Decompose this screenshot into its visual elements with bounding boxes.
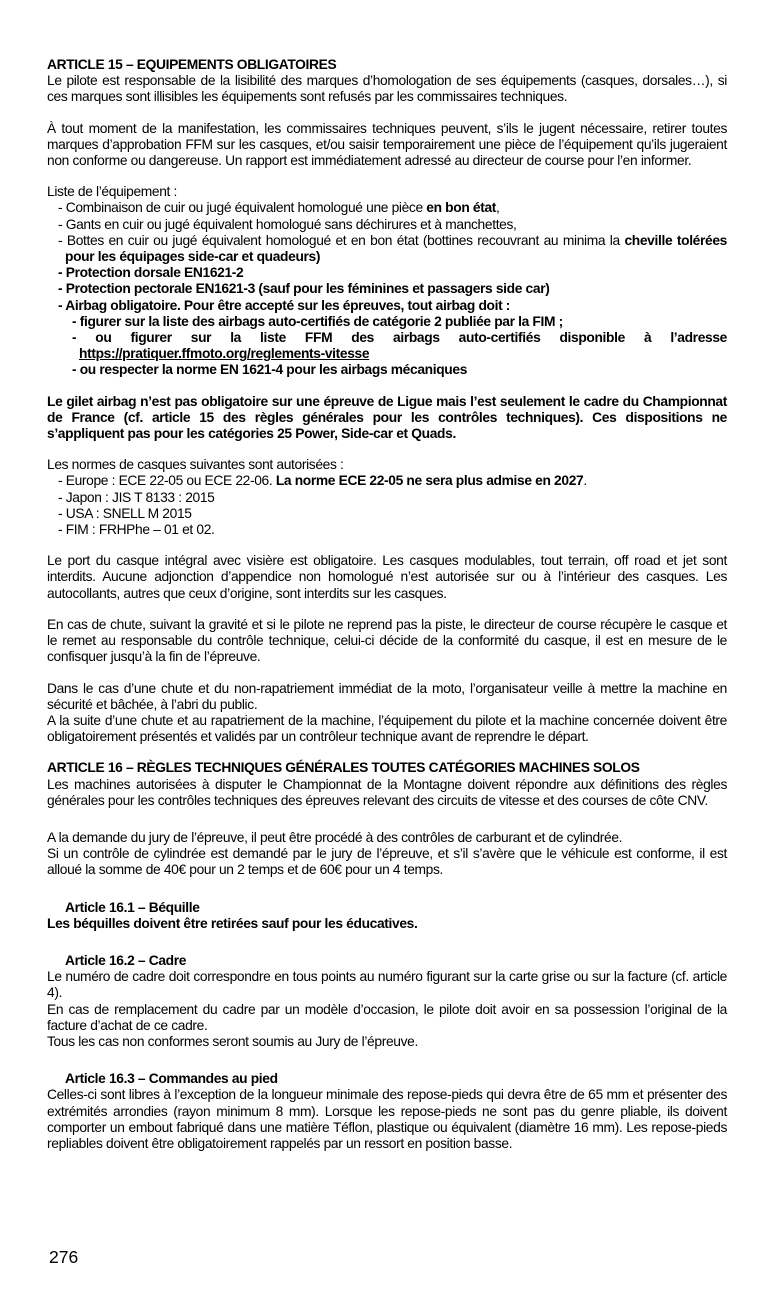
article15-paragraph-lisibilite: Le pilote est responsable de la lisibilité des marques d’homologation de ses équipements (casques, dorsales…), si ces marques sont illisibles les équipements sont refusés par les commissaires techniques. — [47, 73, 727, 105]
equipment-item-bottes: - Bottes en cuir ou jugé équivalent homologué et en bon état (bottines recouvrant au minima la cheville tolérées pour les équipages side-car et quadeurs) — [58, 232, 727, 265]
gilet-airbag-note: Le gilet airbag n’est pas obligatoire sur une épreuve de Ligue mais l’est seulement le cadre du Championnat de France (cf. article 15 des règles générales pour les contrôles techniques). Ces dispositions ne s’appliquent pas pour les catégories 25 Power, Side-car et Quads. — [47, 393, 727, 442]
article15-title: ARTICLE 15 – EQUIPEMENTS OBLIGATOIRES — [47, 57, 337, 72]
norm-item-japon: - Japon : JIS T 8133 : 2015 — [58, 489, 215, 505]
equipment-item-dorsale: - Protection dorsale EN1621-2 — [58, 265, 244, 281]
article16-3-body: Celles-ci sont libres à l’exception de la longueur minimale des repose-pieds qui devra être de 65 mm et présenter des extrémités arrondies (rayon minimum 8 mm). Lorsque les repose-pieds ne sont pas du genre pliable, ils doivent comporter un embout fabriqué dans une matière Téflon, plastique ou équivalent (diamètre 16 mm). Les repose-pieds repliables doivent être obligatoirement rappelés par un ressort en position basse. — [47, 1087, 727, 1151]
airbag-subitem-ffm-list: - ou figurer sur la liste FFM des airbags auto-certifiés disponible à l’adresse https://pratiquer.ffmoto.org/reglements-vitesse — [72, 330, 727, 362]
paragraph-rapatriement-2: A la suite d’une chute et au rapatriement de la machine, l’équipement du pilote et la machine concernée doivent être obligatoirement présentés et validés par un contrôleur technique avant de reprendre le départ. — [47, 712, 727, 745]
paragraph-rapatriement-1: Dans le cas d’une chute et du non-rapatriement immédiat de la moto, l’organisateur veille à mettre la machine en sécurité et bâchée, à l’abri du public. — [47, 680, 727, 712]
airbag-subitem-en1621: - ou respecter la norme EN 1621-4 pour les airbags mécaniques — [72, 362, 468, 378]
article16-2-line2: En cas de remplacement du cadre par un modèle d’occasion, le pilote doit avoir en sa possession l’original de la facture d’achat de ce cadre. — [47, 1001, 727, 1033]
article16-2-line3: Tous les cas non conformes seront soumis au Jury de l’épreuve. — [47, 1033, 418, 1049]
helmet-norms-list — [47, 473, 727, 538]
article15-paragraph-manifestation: À tout moment de la manifestation, les commissaires techniques peuvent, s’ils le jugent nécessaire, retirer toutes marques d’approbation FFM sur les casques, et/ou saisir temporairement une pièce de l’équipement qu’ils jugeraient non conforme ou dangereuse. Un rapport est immédiatement adressé au directeur de course pour l’en informer. — [47, 120, 727, 169]
document-body — [47, 57, 727, 1152]
equipment-item-gants: - Gants en cuir ou jugé équivalent homologué sans déchirures et à manchettes, — [58, 216, 517, 232]
article16-paragraph-machines: Les machines autorisées à disputer le Championnat de la Montagne doivent répondre aux définitions des règles générales pour les contrôles techniques des épreuves relevant des circuits de vitesse et des courses de côte CNV. — [47, 776, 727, 808]
equipment-list — [47, 200, 727, 378]
article16-2-title: Article 16.2 – Cadre — [65, 952, 187, 968]
airbag-subitem-fim-list: - figurer sur la liste des airbags auto-certifiés de catégorie 2 publiée par la FIM ; — [72, 313, 563, 329]
paragraph-chute: En cas de chute, suivant la gravité et si le pilote ne reprend pas la piste, le directeur de course récupère le casque et le remet au responsable du contrôle technique, celui-ci décide de la conformité du casque, il est en mesure de le confisquer jusqu’à la fin de l’épreuve. — [47, 616, 727, 665]
article16-title: ARTICLE 16 – RÈGLES TECHNIQUES GÉNÉRALES TOUTES CATÉGORIES MACHINES SOLOS — [47, 760, 640, 776]
norm-item-fim: - FIM : FRHPhe – 01 et 02. — [58, 522, 215, 538]
equipment-list-intro: Liste de l’équipement : — [47, 184, 178, 200]
helmet-norms-intro: Les normes de casques suivantes sont autorisées : — [47, 457, 344, 473]
page-number: 276 — [49, 1247, 79, 1267]
article16-3-title: Article 16.3 – Commandes au pied — [65, 1071, 278, 1087]
norm-item-usa: - USA : SNELL M 2015 — [58, 505, 192, 521]
equipment-item-combinaison: - Combinaison de cuir ou jugé équivalent homologué une pièce en bon état, — [58, 200, 500, 216]
paragraph-jury-2: Si un contrôle de cylindrée est demandé par le jury de l’épreuve, et s’il s’avère que le véhicule est conforme, il est alloué la somme de 40€ pour un 2 temps et de 60€ pour un 4 temps. — [47, 846, 727, 878]
norm-item-europe: - Europe : ECE 22-05 ou ECE 22-06. La norme ECE 22-05 ne sera plus admise en 2027. — [58, 473, 587, 489]
article16-1-body: Les béquilles doivent être retirées sauf pour les éducatives. — [47, 915, 418, 931]
article16-1-title: Article 16.1 – Béquille — [65, 899, 200, 915]
equipment-item-pectorale: - Protection pectorale EN1621-3 (sauf pour les féminines et passagers side car) — [58, 281, 550, 297]
equipment-item-airbag: - Airbag obligatoire. Pour être accepté sur les épreuves, tout airbag doit : — [58, 297, 511, 313]
paragraph-casque-integral: Le port du casque intégral avec visière est obligatoire. Les casques modulables, tout terrain, off road et jet sont interdits. Aucune adjonction d’appendice non homologué n’est autorisée sur ou à l’intérieur des casques. Les autocollants, autres que ceux d’origine, sont interdits sur les casques. — [47, 553, 727, 601]
airbag-list-link[interactable]: https://pratiquer.ffmoto.org/reglements-vitesse — [79, 346, 370, 362]
article16-2-line1: Le numéro de cadre doit correspondre en tous points au numéro figurant sur la carte grise ou sur la facture (cf. article 4). — [47, 969, 727, 1001]
paragraph-jury-1: A la demande du jury de l’épreuve, il peut être procédé à des contrôles de carburant et de cylindrée. — [47, 829, 623, 845]
